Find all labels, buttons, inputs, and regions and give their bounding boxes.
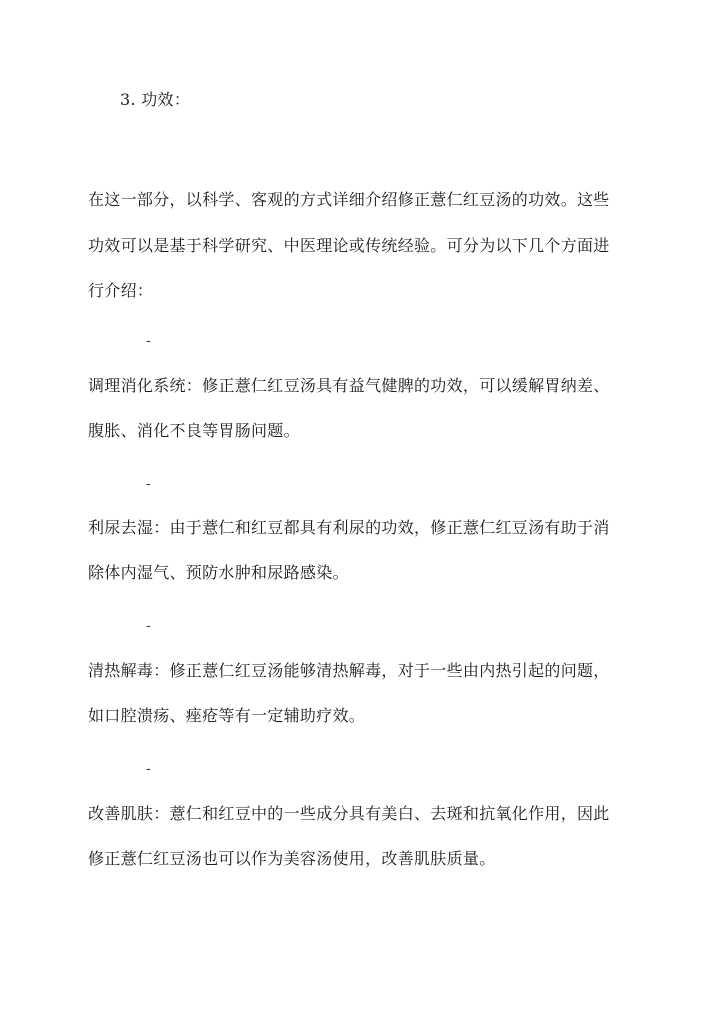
item-4-line-1: 改善肌肤：薏仁和红豆中的一些成分具有美白、去斑和抗氧化作用，因此 xyxy=(88,804,610,823)
item-1-line-1: 调理消化系统：修正薏仁红豆汤具有益气健脾的功效，可以缓解胃纳差、 xyxy=(88,376,610,395)
item-1-line-2: 腹胀、消化不良等胃肠问题。 xyxy=(88,421,300,440)
bullet-marker-3: - xyxy=(146,618,151,634)
bullet-marker-4: - xyxy=(146,761,151,777)
intro-line-1: 在这一部分，以科学、客观的方式详细介绍修正薏仁红豆汤的功效。这些 xyxy=(88,190,610,209)
item-3-line-2: 如口腔溃疡、痤疮等有一定辅助疗效。 xyxy=(88,706,366,725)
intro-line-3: 行介绍： xyxy=(88,281,154,300)
section-heading: 3. 功效： xyxy=(120,90,191,109)
item-2-line-1: 利尿去湿：由于薏仁和红豆都具有利尿的功效，修正薏仁红豆汤有助于消 xyxy=(88,518,610,537)
item-4-line-2: 修正薏仁红豆汤也可以作为美容汤使用，改善肌肤质量。 xyxy=(88,849,496,868)
bullet-marker-1: - xyxy=(146,333,151,349)
item-2-line-2: 除体内湿气、预防水肿和尿路感染。 xyxy=(88,563,349,582)
intro-line-2: 功效可以是基于科学研究、中医理论或传统经验。可分为以下几个方面进 xyxy=(88,236,610,255)
bullet-marker-2: - xyxy=(146,476,151,492)
item-3-line-1: 清热解毒：修正薏仁红豆汤能够清热解毒，对于一些由内热引起的问题， xyxy=(88,661,610,680)
